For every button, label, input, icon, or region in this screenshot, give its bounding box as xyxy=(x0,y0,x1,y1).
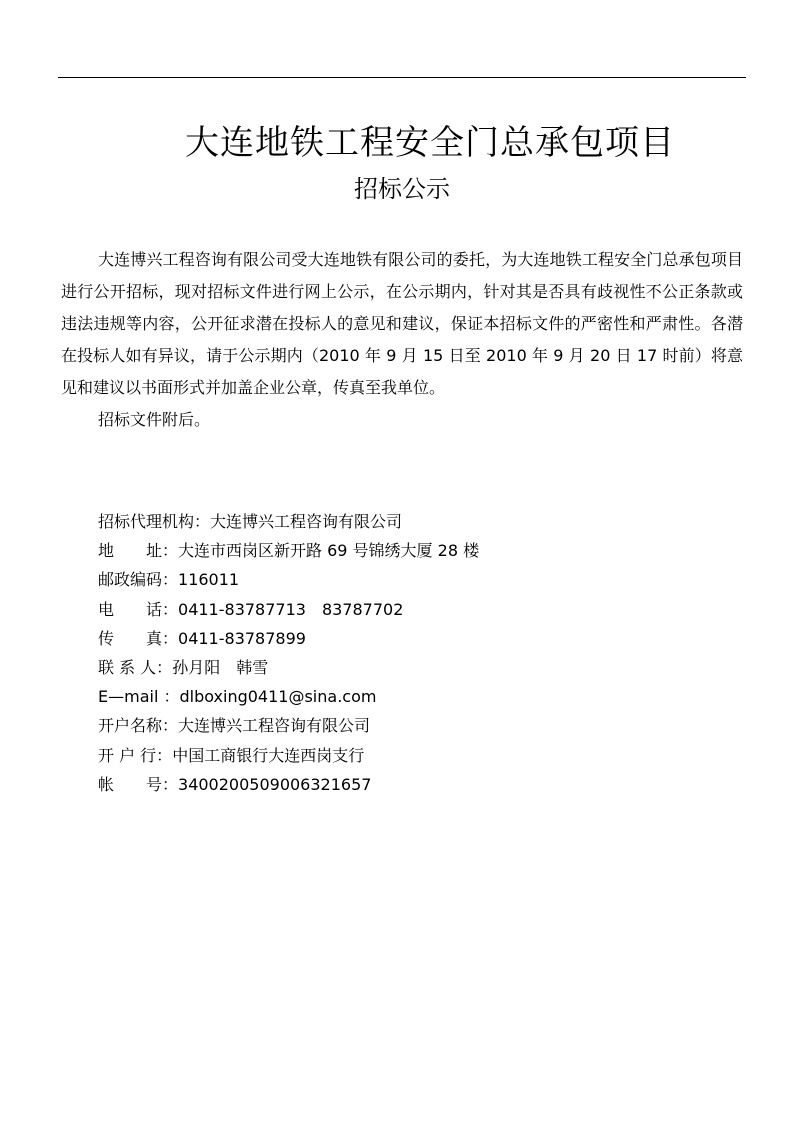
address-value: 大连市西岗区新开路 69 号锦绣大厦 28 楼 xyxy=(178,541,480,561)
announcement-body xyxy=(61,244,743,436)
phone-label: 电 话： xyxy=(98,599,179,619)
contact-row-account-name xyxy=(98,711,718,740)
document-subtitle: 招标公示 xyxy=(354,175,450,203)
address-label: 地 址： xyxy=(98,541,179,561)
agency-value: 大连博兴工程咨询有限公司 xyxy=(210,512,403,531)
postcode-value: 116011 xyxy=(178,570,240,590)
bank-label: 开 户 行： xyxy=(98,745,173,765)
account-number-label: 帐 号： xyxy=(98,774,179,794)
contact-row-email xyxy=(98,682,718,711)
account-name-value: 大连博兴工程咨询有限公司 xyxy=(178,716,371,736)
contact-row-postcode xyxy=(98,565,718,594)
fax-value: 0411-83787899 xyxy=(178,628,306,648)
header-rule xyxy=(58,77,746,78)
contact-row-phone xyxy=(98,595,718,624)
contact-row-account-number xyxy=(98,770,718,799)
email-label: E—mail ： xyxy=(98,687,180,707)
contact-person-value: 孙月阳 韩雪 xyxy=(172,658,269,678)
attachment-note: 招标文件附后。 xyxy=(98,410,211,429)
email-value: dlboxing0411@sina.com xyxy=(179,687,377,707)
contact-person-label: 联 系 人： xyxy=(98,658,173,678)
document-title: 大连地铁工程安全门总承包项目 xyxy=(185,123,675,163)
account-number-value: 3400200509006321657 xyxy=(178,774,372,794)
announcement-paragraph: 大连博兴工程咨询有限公司受大连地铁有限公司的委托，为大连地铁工程安全门总承包项目进行公开招标，现对招标文件进行网上公示，在公示期内，针对其是否具有歧视性不公正条款或违法违规等内容，公开征求潜在投标人的意见和建议，保证本招标文件的严密性和严肃性。各潜在投标人如有异议，请于公示期内（2010 年 9 月 15 日至 2010 年 9 月 20 日 17 时前）将意见和建议以书面形式并加盖企业公章，传真至我单位。 xyxy=(61,250,743,397)
agency-label: 招标代理机构： xyxy=(98,512,211,531)
contact-block xyxy=(98,507,718,799)
postcode-label: 邮政编码： xyxy=(98,570,179,590)
contact-row-address xyxy=(98,536,718,565)
phone-value: 0411-83787713 83787702 xyxy=(178,599,404,619)
contact-row-person xyxy=(98,653,718,682)
bank-value: 中国工商银行大连西岗支行 xyxy=(172,745,365,765)
account-name-label: 开户名称： xyxy=(98,716,179,736)
contact-row-agency xyxy=(98,507,718,536)
contact-row-fax xyxy=(98,624,718,653)
fax-label: 传 真： xyxy=(98,628,179,648)
contact-row-bank xyxy=(98,741,718,770)
